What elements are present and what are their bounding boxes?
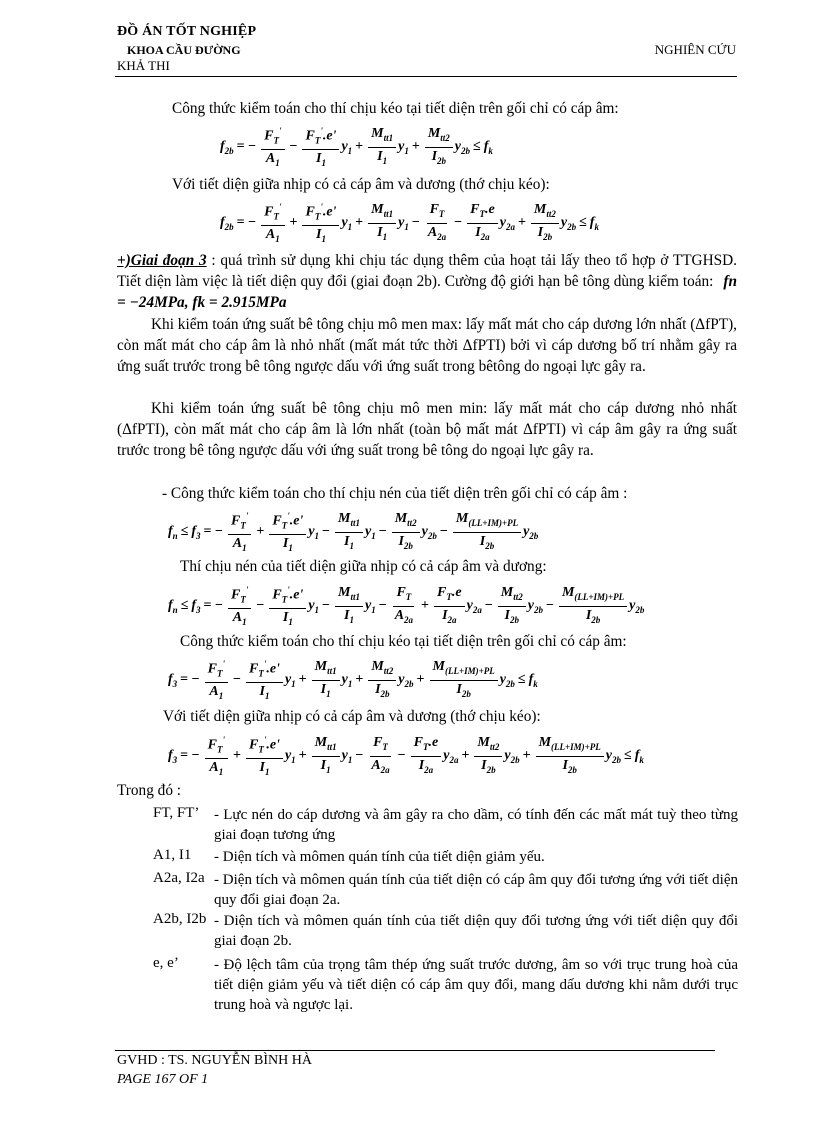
formula-tension-midspan-2b: $f_{2b}$ = − $\frac{F_T'}{A_1}$ + $\frac{F_T'.e'}{I_1}$ $y_1$ + $\frac{M_{tt1}}{I_1}$ $y_1$ − $\frac{F_T}{A_{2a}}$ − $\frac{F_T.e}{I_{2a}}$ $y_{2a}$ + $\frac{M_{tt2}}{I_{2b}}$ $y_{2b}$ ≤ $f_k$ <box>220 198 599 248</box>
text-moment-max: Khi kiểm toán ứng suất bê tông chịu mô men max: lấy mất mát cho cáp dương lớn nhất (ΔfPT), còn mất mát cho cáp âm là nhỏ nhất (mất mát tức thời ΔfPTI) bởi vì cáp dương bố trí nhằm gây ra ứng suất trước trong bê tông ngược dấu với ứng suất trong bêtông do ngoại lực gây ra. <box>117 316 737 375</box>
formula-compression-support-3: $f_n$ ≤ $f_3$ = − $\frac{F_T'}{A_1}$ + $\frac{F_T'.e'}{I_1}$ $y_1$ − $\frac{M_{tt1}}{I_1}$ $y_1$ − $\frac{M_{tt2}}{I_{2b}}$ $y_{2b}$ − $\frac{M_{(LL+IM)+PL}}{I_{2b}}$ $y_{2b}$ <box>168 507 538 557</box>
header-right-label: NGHIÊN CỨU <box>654 42 736 57</box>
phase-3-label: +)Giai đoạn 3 <box>117 252 207 269</box>
text-midspan-tension: Với tiết diện giữa nhịp có cả cáp âm và dương (thớ chịu kéo): <box>172 176 550 193</box>
text-compression-midspan: Thí chịu nén của tiết diện giữa nhịp có cả cáp âm và dương: <box>180 558 547 575</box>
text-where: Trong đó : <box>117 782 182 799</box>
header-department: KHOA CẦU ĐƯỜNG <box>127 43 241 57</box>
footer-page-number: PAGE 167 OF 1 <box>117 1072 209 1087</box>
footer-divider <box>115 1050 715 1051</box>
formula-compression-midspan-3: $f_n$ ≤ $f_3$ = − $\frac{F_T'}{A_1}$ − $\frac{F_T'.e'}{I_1}$ $y_1$ − $\frac{M_{tt1}}{I_1}$ $y_1$ − $\frac{F_T}{A_{2a}}$ + $\frac{F_T.e}{I_{2a}}$ $y_{2a}$ − $\frac{M_{tt2}}{I_{2b}}$ $y_{2b}$ − $\frac{M_{(LL+IM)+PL}}{I_{2b}}$ $y_{2b}$ <box>168 581 644 631</box>
phase-3-values: fn = −24MPa, fk = 2.915MPa <box>117 273 737 311</box>
header-divider <box>115 76 737 77</box>
formula-tension-support-3: $f_3$ = − $\frac{F_T'}{A_1}$ − $\frac{F_T'.e'}{I_1}$ $y_1$ + $\frac{M_{tt1}}{I_1}$ $y_1$ + $\frac{M_{tt2}}{I_{2b}}$ $y_{2b}$ + $\frac{M_{(LL+IM)+PL}}{I_{2b}}$ $y_{2b}$ ≤ $f_k$ <box>168 655 538 705</box>
def-term-a2a: A2a, I2a <box>153 870 205 886</box>
formula-tension-midspan-3: $f_3$ = − $\frac{F_T'}{A_1}$ + $\frac{F_T'.e'}{I_1}$ $y_1$ + $\frac{M_{tt1}}{I_1}$ $y_1$ − $\frac{F_T}{A_{2a}}$ − $\frac{F_T.e}{I_{2a}}$ $y_{2a}$ + $\frac{M_{tt2}}{I_{2b}}$ $y_{2b}$ + $\frac{M_{(LL+IM)+PL}}{I_{2b}}$ $y_{2b}$ ≤ $f_k$ <box>168 731 644 781</box>
text-midspan-tension-3: Với tiết diện giữa nhịp có cả cáp âm và dương (thớ chịu kéo): <box>163 708 541 725</box>
def-text-a2a: - Diện tích và mômen quán tính của tiết diện có cáp âm quy đổi tương ứng với tiết diện quy đổi giai đoạn 2a. <box>214 872 738 908</box>
text-moment-min: Khi kiểm toán ứng suất bê tông chịu mô men min: lấy mất mát cho cáp dương nhỏ nhất (ΔfPTI), còn mất mát cho cáp âm là lớn nhất (toàn bộ mất mát ΔfPTI) vì cáp âm gây ra ứng suất trước trong bê tông ngược dấu với ứng suất trong bê tông do ngoại lực gây ra. <box>117 400 737 459</box>
def-text-ft: - Lực nén do cáp dương và âm gây ra cho dầm, có tính đến các mất mát tuỳ theo từng giai đoạn tương ứng <box>214 807 738 843</box>
text-compression-support: - Công thức kiểm toán cho thí chịu nén của tiết diện trên gối chỉ có cáp âm : <box>162 485 628 502</box>
header-subtitle: KHẢ THI <box>117 58 170 73</box>
formula-tension-support-2b: $f_{2b}$ = − $\frac{F_T'}{A_1}$ − $\frac{F_T'.e'}{I_1}$ $y_1$ + $\frac{M_{tt1}}{I_1}$ $y_1$ + $\frac{M_{tt2}}{I_{2b}}$ $y_{2b}$ ≤ $f_k$ <box>220 122 493 172</box>
phase-3-paragraph <box>117 250 737 313</box>
def-text-a2b: - Diện tích và mômen quán tính của tiết diện quy đổi tương ứng với tiết diện quy đổi giai đoạn 2b. <box>214 913 738 949</box>
def-term-ft: FT, FT’ <box>153 805 200 821</box>
def-term-a2b: A2b, I2b <box>153 911 207 927</box>
def-term-a1: A1, I1 <box>153 847 192 863</box>
footer-advisor: GVHD : TS. NGUYỄN BÌNH HÀ <box>117 1053 312 1068</box>
def-term-e: e, e’ <box>153 955 179 971</box>
header-project-title: ĐỒ ÁN TỐT NGHIỆP <box>117 24 257 39</box>
phase-3-text: : quá trình sử dụng khi chịu tác dụng thêm của hoạt tải lấy theo tổ hợp ở TTGHSD. Tiết diện làm việc là tiết diện quy đổi (giai đoạn 2b). Cường độ giới hạn bê tông dùng kiểm toán: <box>117 252 738 290</box>
text-tension-support-3: Công thức kiểm toán cho thí chịu kéo tại tiết diện trên gối chỉ có cáp âm: <box>180 633 627 650</box>
text-tension-support: Công thức kiểm toán cho thí chịu kéo tại tiết diện trên gối chỉ có cáp âm: <box>172 100 619 117</box>
def-text-a1: - Diện tích và mômen quán tính của tiết diện giảm yếu. <box>214 849 545 865</box>
def-text-e: - Độ lệch tâm của trọng tâm thép ứng suất trước dương, âm so với trục trung hoà của tiết diện giảm yếu và tiết diện có cáp âm quy đổi, mang dấu dương khi nằm dưới trục trung hoà và ngược lại. <box>214 957 738 1013</box>
